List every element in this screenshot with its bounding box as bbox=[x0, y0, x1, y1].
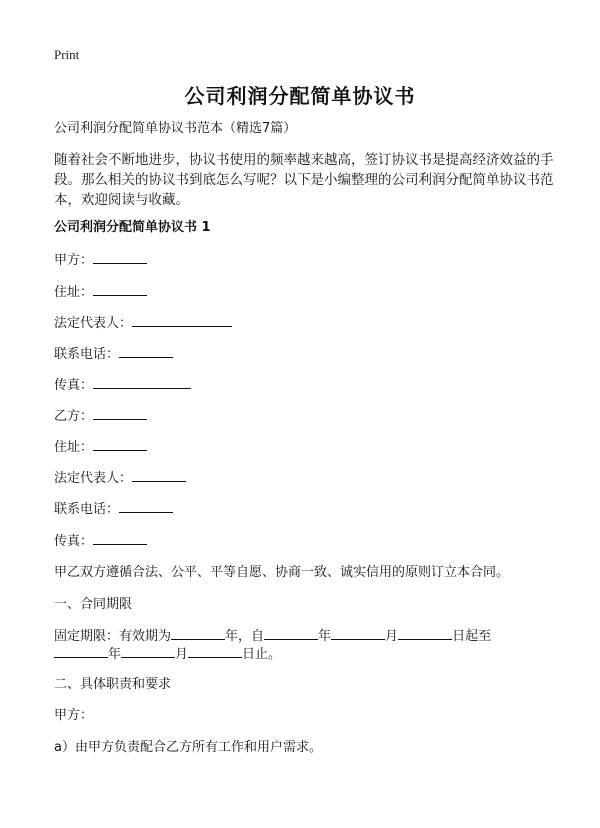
blank-line bbox=[171, 626, 225, 640]
term-year-from: 年，自 bbox=[225, 629, 265, 644]
field-label: 传真： bbox=[54, 534, 94, 549]
term-day-start: 日起至 bbox=[452, 629, 492, 644]
field-party-b bbox=[54, 406, 147, 426]
document-title: 公司利润分配简单协议书 bbox=[184, 84, 416, 108]
field-address-b bbox=[54, 437, 147, 457]
field-legal-rep-b bbox=[54, 468, 186, 488]
intro-paragraph: 随着社会不断地进步，协议书使用的频率越来越高，签订协议书是提高经济效益的手段。那么相关的协议书到底怎么写呢？以下是小编整理的公司利润分配简单协议书范本，欢迎阅读与收藏。 bbox=[54, 152, 554, 208]
blank-line bbox=[93, 375, 191, 389]
blank-line bbox=[93, 406, 147, 420]
blank-line bbox=[93, 437, 147, 451]
duty-item-a: a）由甲方负责配合乙方所有工作和用户需求。 bbox=[54, 740, 322, 755]
duty-heading: 二、具体职责和要求 bbox=[54, 677, 172, 692]
blank-line bbox=[132, 468, 186, 482]
duty-party-a: 甲方： bbox=[54, 708, 94, 723]
term-prefix: 固定期限：有效期为 bbox=[54, 629, 172, 644]
blank-line bbox=[93, 250, 147, 264]
document-subtitle: 公司利润分配简单协议书范本（精选7篇） bbox=[54, 121, 297, 136]
term-month-end: 月 bbox=[175, 647, 189, 662]
field-label: 法定代表人： bbox=[54, 471, 133, 486]
principle-paragraph: 甲乙双方遵循合法、公平、平等自愿、协商一致、诚实信用的原则订立本合同。 bbox=[54, 565, 510, 580]
blank-line bbox=[54, 644, 108, 658]
blank-line bbox=[331, 626, 385, 640]
blank-line bbox=[119, 499, 173, 513]
field-label: 联系电话： bbox=[54, 347, 120, 362]
field-address-a bbox=[54, 282, 147, 302]
field-phone-a bbox=[54, 344, 173, 364]
blank-line bbox=[188, 644, 242, 658]
field-label: 传真： bbox=[54, 378, 94, 393]
field-fax-a bbox=[54, 375, 191, 395]
field-label: 乙方： bbox=[54, 409, 94, 424]
term-year-start: 年 bbox=[318, 629, 332, 644]
field-label: 甲方： bbox=[54, 253, 94, 268]
term-month-start: 月 bbox=[385, 629, 399, 644]
blank-line bbox=[93, 531, 147, 545]
blank-line bbox=[119, 344, 173, 358]
print-link[interactable]: Print bbox=[54, 47, 80, 62]
term-year-end: 年 bbox=[108, 647, 122, 662]
blank-line bbox=[264, 626, 318, 640]
term-line-end bbox=[54, 644, 281, 664]
field-label: 联系电话： bbox=[54, 502, 120, 517]
blank-line bbox=[121, 644, 175, 658]
field-party-a bbox=[54, 250, 147, 270]
blank-line bbox=[398, 626, 452, 640]
term-line bbox=[54, 626, 491, 646]
field-legal-rep-a bbox=[54, 313, 232, 333]
section-heading: 公司利润分配简单协议书 1 bbox=[54, 220, 211, 235]
field-label: 法定代表人： bbox=[54, 316, 133, 331]
field-phone-b bbox=[54, 499, 173, 519]
field-fax-b bbox=[54, 531, 147, 551]
blank-line bbox=[132, 313, 232, 327]
field-label: 住址： bbox=[54, 285, 94, 300]
term-day-end: 日止。 bbox=[242, 647, 282, 662]
term-heading: 一、合同期限 bbox=[54, 597, 133, 612]
field-label: 住址： bbox=[54, 440, 94, 455]
blank-line bbox=[93, 282, 147, 296]
